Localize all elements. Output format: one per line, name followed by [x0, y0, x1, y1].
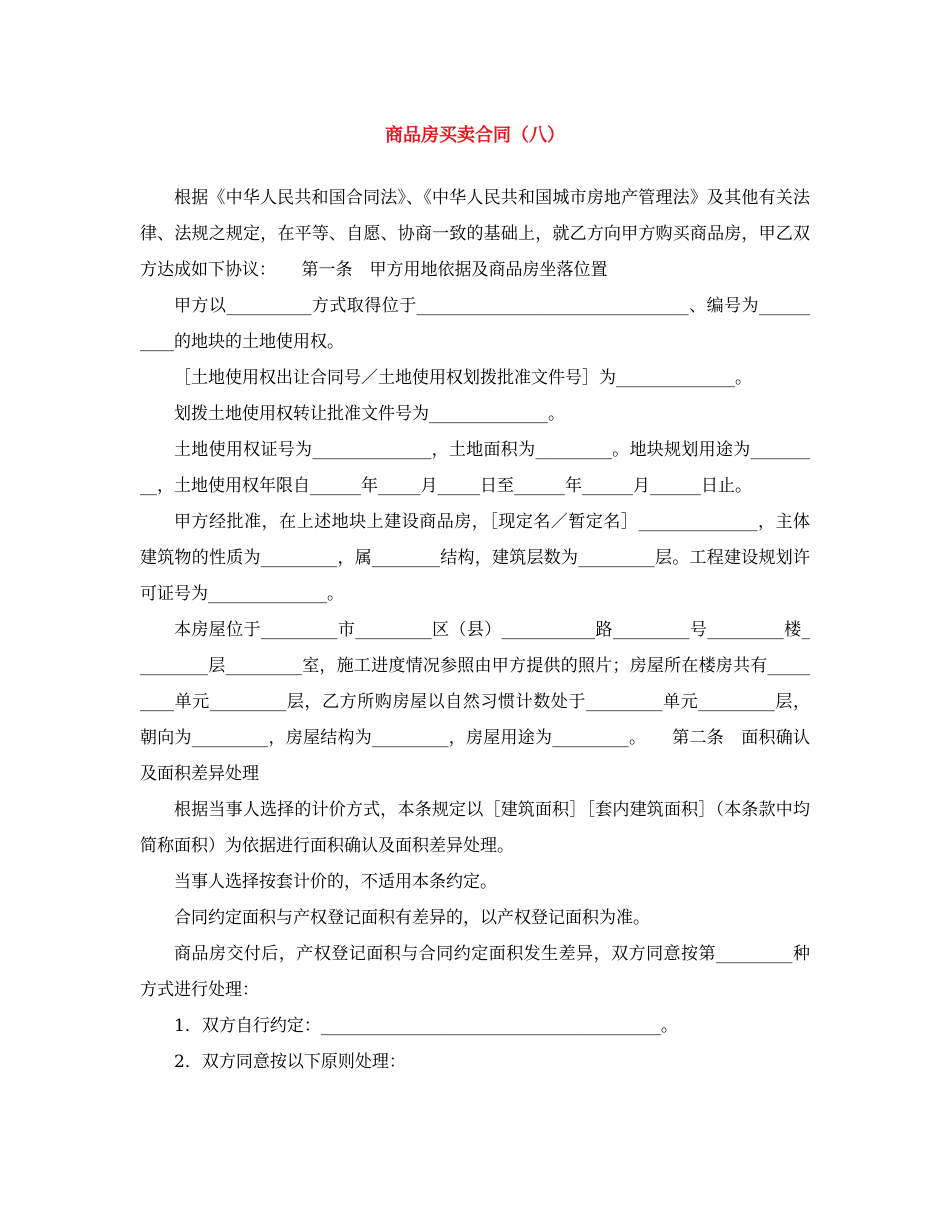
paragraph-area-difference: 商品房交付后，产权登记面积与合同约定面积发生差异，双方同意按第_________种方式进行处理： [140, 944, 810, 1000]
paragraph-option-1: 1．双方自行约定：________________________________________。 [174, 1016, 678, 1036]
paragraph-land-certificate: 土地使用权证号为______________，土地面积为_________。地块规划用途为_________，土地使用权年限自______年_____月_____日至______年______月______日止。 [140, 440, 810, 496]
document-title: 商品房买卖合同（八） [385, 125, 565, 146]
paragraph-preamble: 根据《中华人民共和国合同法》、《中华人民共和国城市房地产管理法》及其他有关法律、法规之规定，在平等、自愿、协商一致的基础上，就乙方向甲方购买商品房，甲乙双方达成如下协议： 第一条 甲方用地依据及商品房坐落位置 [140, 188, 810, 280]
paragraph-transfer-approval-number: 划拨土地使用权转让批准文件号为______________。 [174, 404, 565, 424]
paragraph-option-2: 2．双方同意按以下原则处理： [174, 1052, 406, 1072]
paragraph-land-contract-number: ［土地使用权出让合同号／土地使用权划拨批准文件号］为______________。 [174, 368, 752, 388]
paragraph-per-unit-pricing: 当事人选择按套计价的，不适用本条约定。 [174, 872, 497, 892]
paragraph-registered-area: 合同约定面积与产权登记面积有差异的，以产权登记面积为准。 [174, 908, 650, 928]
paragraph-construction-approval: 甲方经批准，在上述地块上建设商品房，［现定名／暂定名］______________，主体建筑物的性质为_________，属________结构，建筑层数为_________层。工程建设规划许可证号为______________。 [140, 512, 810, 604]
paragraph-land-acquisition: 甲方以__________方式取得位于________________________________、编号为__________的地块的土地使用权。 [140, 296, 810, 352]
paragraph-house-location: 本房屋位于_________市_________区（县）___________路_________号_________楼_________层_________室，施工进度情况参照由甲方提供的照片；房屋所在楼房共有_________单元_________层，乙方所购房屋以自然习惯计数处于_________单元_________层，朝向为_________，房屋结构为_________，房屋用途为_________。 第二条 面积确认及面积差异处理 [140, 620, 810, 784]
paragraph-area-basis: 根据当事人选择的计价方式，本条规定以［建筑面积］［套内建筑面积］（本条款中均简称面积）为依据进行面积确认及面积差异处理。 [140, 800, 810, 856]
